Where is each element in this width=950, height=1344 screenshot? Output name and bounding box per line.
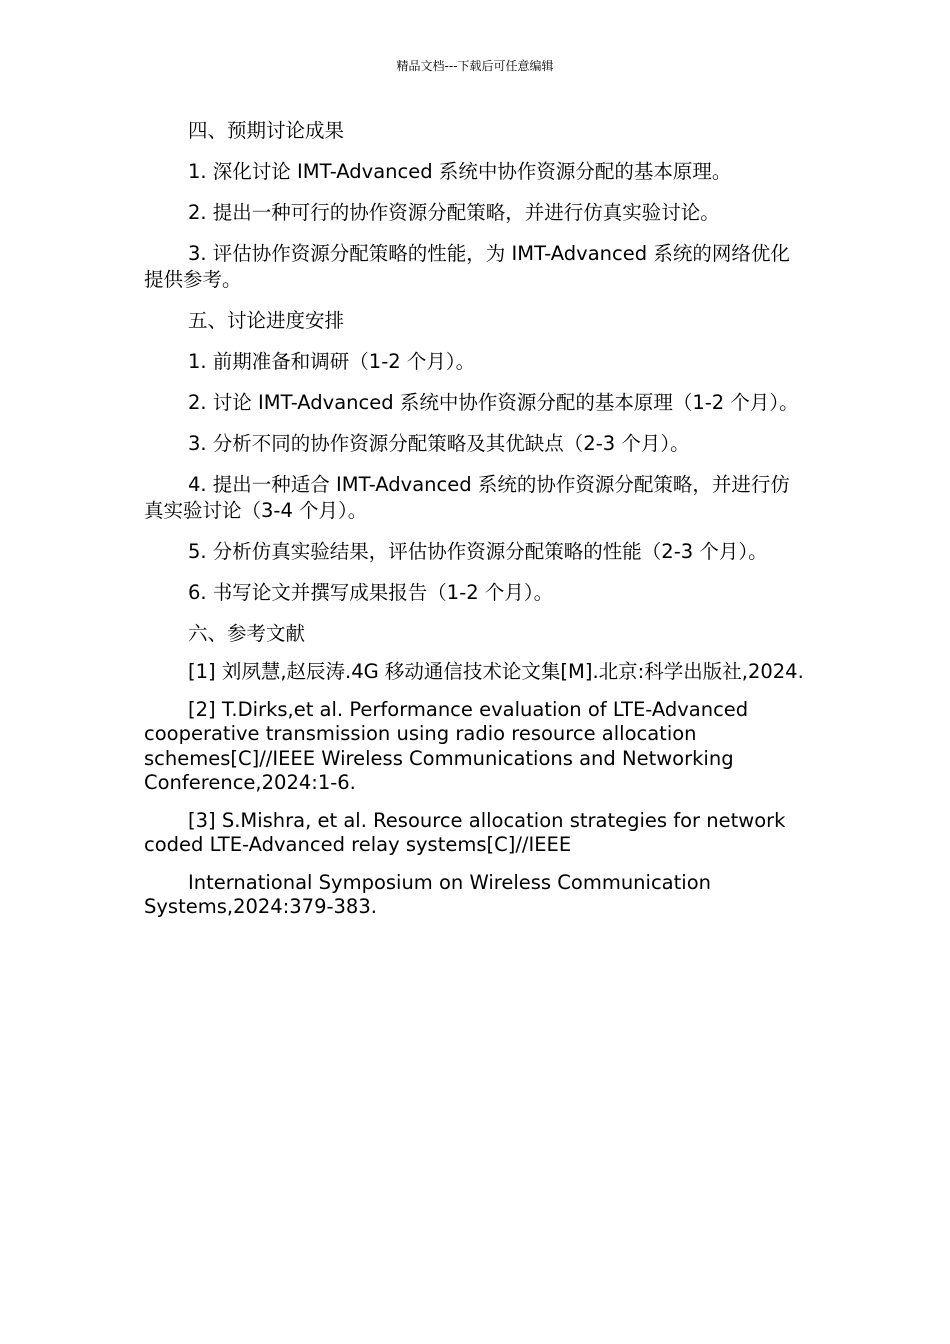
- section-heading-expected-results: 四、预期讨论成果: [188, 119, 345, 142]
- section-heading-references: 六、参考文献: [188, 622, 306, 645]
- list-item: 2. 讨论 IMT-Advanced 系统中协作资源分配的基本原理（1-2 个月）。: [188, 391, 799, 414]
- reference-item: [2] T.Dirks,et al. Performance evaluation of LTE-Advanced cooperative transmission using radio resource allocation schemes[C]//IEEE Wireless Communications and Networking Conference,2024:1-6.: [144, 697, 749, 794]
- document-body: [144, 118, 809, 920]
- list-item: 4. 提出一种适合 IMT-Advanced 系统的协作资源分配策略，并进行仿真实验讨论（3-4 个月）。: [144, 473, 790, 522]
- list-item: 6. 书写论文并撰写成果报告（1-2 个月）。: [188, 581, 554, 604]
- reference-item: International Symposium on Wireless Communication Systems,2024:379-383.: [144, 870, 711, 918]
- list-item: 2. 提出一种可行的协作资源分配策略，并进行仿真实验讨论。: [188, 201, 720, 224]
- list-item: 1. 前期准备和调研（1-2 个月）。: [188, 350, 476, 373]
- reference-item: [1] 刘夙慧,赵辰涛.4G 移动通信技术论文集[M].北京:科学出版社,2024.: [188, 660, 804, 683]
- list-item: 3. 评估协作资源分配策略的性能，为 IMT-Advanced 系统的网络优化提供参考。: [144, 242, 790, 291]
- list-item: 1. 深化讨论 IMT-Advanced 系统中协作资源分配的基本原理。: [188, 160, 732, 183]
- section-heading-schedule: 五、讨论进度安排: [188, 309, 345, 332]
- page-header: 精品文档---下载后可任意编辑: [396, 59, 554, 73]
- list-item: 3. 分析不同的协作资源分配策略及其优缺点（2-3 个月）。: [188, 432, 690, 455]
- list-item: 5. 分析仿真实验结果，评估协作资源分配策略的性能（2-3 个月）。: [188, 540, 768, 563]
- reference-item: [3] S.Mishra, et al. Resource allocation strategies for network coded LTE-Advanced relay systems[C]//IEEE: [144, 808, 786, 856]
